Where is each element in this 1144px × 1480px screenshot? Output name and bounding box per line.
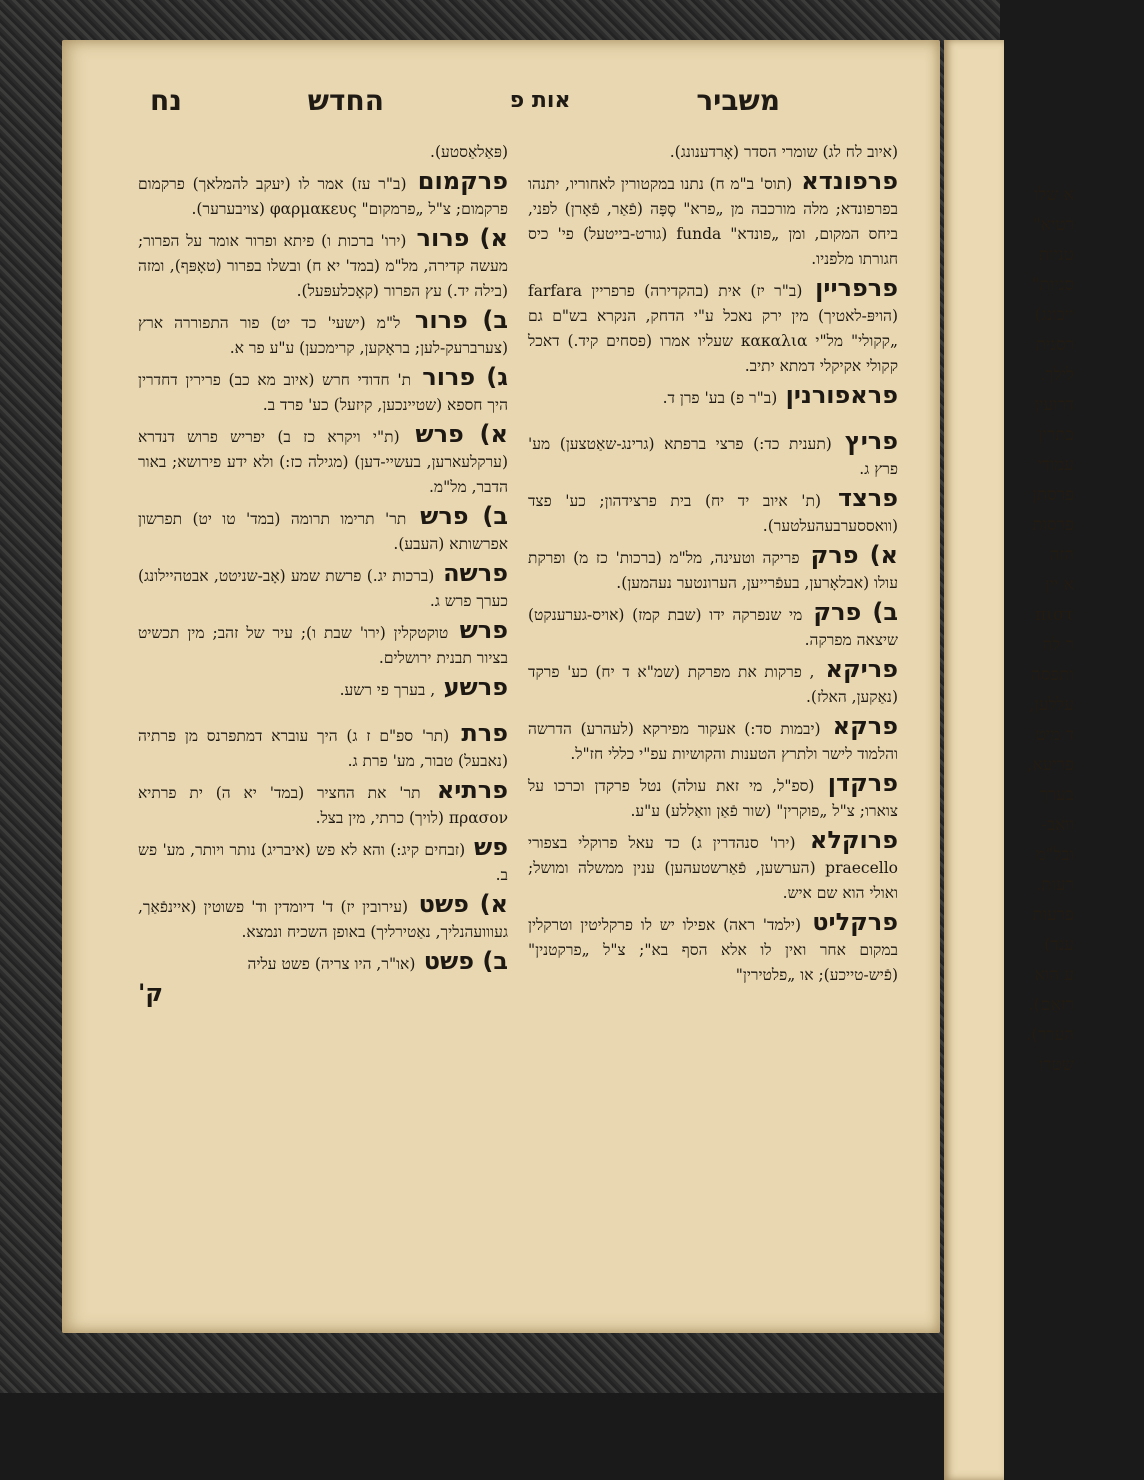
dictionary-entry: [528, 429, 898, 482]
dictionary-entry: [528, 383, 898, 411]
entry-text: (ת"י ויקרא כז ב) יפריש פרוש דנדרא (ערקלעארען, בעשיי-דען) (מגילה כז:) ולא ידע פירושא; באור הדבר, מל"מ.: [138, 428, 508, 496]
next-page-fragment: ותפסה: [1030, 665, 1074, 685]
next-page-fragment: בערך: [1039, 785, 1074, 805]
headword: א) פרש: [399, 420, 508, 448]
entry-text: (ב"ר עז) אמר לו (יעקב להמלאך) פרקמום פרקמום; צ"ל „פרמקום" φαρμακευς (צויבערער).: [138, 175, 508, 218]
dictionary-entry: [138, 949, 508, 977]
left-column: [138, 140, 508, 1006]
entry-text: (ב"ר יז) אית (בהקדירה) פרפריין farfara (הויפּ-לאטיך) מין ירק נאכל ע"י הדחק, הנקרא בש"ם גם „קקולי" מל"י κακαλια שעליו אמרו (פסחים קיד.) דאכל קקולי אקיקלי דמתא יתיב.: [528, 282, 898, 375]
headword: פריץ: [831, 427, 898, 455]
dictionary-entry: [138, 835, 508, 888]
dictionary-entry: [528, 657, 898, 710]
dictionary-entry: [138, 308, 508, 361]
entry-text: מי שנפרקה ידו (שבת קמז) (אויס-גערענקט) שיצאה מפרקה.: [528, 606, 898, 649]
page-header: [150, 80, 780, 120]
dictionary-entry: [138, 618, 508, 671]
next-page-fragment: טניות: [1039, 245, 1074, 265]
dictionary-entry: [138, 365, 508, 418]
entry-text: (ת' איוב יד יח) בית פרצידהון; כע' פצד (וואססערבעהעלטער).: [528, 492, 898, 535]
dictionary-entry: [138, 892, 508, 945]
entry-text: (ספ"ל, מי זאת עולה) נטל פרקדן וכרכו על צוארו; צ"ל „פוקרין" (שור פֿאַן וואַללע) ע"ע.: [528, 777, 898, 820]
headword: א) פרור: [406, 224, 508, 252]
dictionary-entry: [528, 714, 898, 767]
dictionary-entry: [138, 778, 508, 831]
next-page-fragment: פרסות: [1032, 515, 1074, 535]
headword: פרש: [448, 616, 508, 644]
headword: א) פשט: [408, 890, 509, 918]
dictionary-entry: [138, 140, 508, 165]
entry-text: (פּאַלאַסטע).: [430, 143, 508, 161]
next-page-fragment: ר לה: [1042, 635, 1074, 655]
next-page-fragment: כתרין: [1038, 425, 1074, 445]
next-page-edge: [944, 40, 1074, 1480]
dictionary-entry: [528, 771, 898, 824]
next-page-fragment: שטרו: [1038, 1055, 1074, 1075]
headword: פריקא: [814, 655, 898, 683]
next-page-fragment: רזאַם).: [1028, 995, 1074, 1015]
dictionary-entry: [528, 276, 898, 379]
next-page-fragment: א שלו: [1034, 185, 1074, 205]
entry-text: (ב"ר פ) בע' פרן ד.: [662, 389, 778, 407]
entry-text: תר' את החציר (במד' יא ה) ית פרתיא πρασον (לויך) כרתי, מין בצל.: [138, 784, 508, 827]
dictionary-entry: [138, 561, 508, 614]
headword: פרקדן: [814, 769, 899, 797]
headword: פש: [465, 833, 508, 861]
dictionary-entry: [138, 721, 508, 774]
headword: פרקמום: [406, 167, 509, 195]
entry-text: (תוס' ב"מ ח) נתנו במקטורין לאחוריו, יתנהו בפרפונדא; מלה מורכבה מן „פרא" סֶפָּה (פֿאַר, פֿאָרן) לפני, ביחס המקום, ומן „פונדא" funda (גורט-בייטעל) פי' כיס חגורתו מלפניו.: [528, 175, 899, 268]
next-page-fragment: רסנית: [1035, 335, 1074, 355]
headword: ב) פשט: [415, 947, 508, 975]
dictionary-entry: [138, 675, 508, 703]
next-page-fragment: ד מיט: [1035, 725, 1074, 745]
entry-text: , בערך פי רשע.: [339, 681, 436, 699]
next-page-fragment: לילך.: [1039, 365, 1074, 385]
next-page-fragment: עללען,: [1029, 695, 1074, 715]
next-page-fragment: הערד).: [1026, 1025, 1074, 1045]
next-page-fragment: ובל"מ: [1035, 845, 1074, 865]
catchword: ק': [138, 979, 164, 1007]
dictionary-entry: [528, 828, 898, 906]
next-page-fragment: πιστ: [1035, 605, 1074, 625]
headword: פרתיא: [420, 776, 508, 804]
next-page-fragment: א יין: [1045, 575, 1074, 595]
entry-text: ת' חדודי חרש (איוב מא כב) פרירין דחדרין היך חספא (שטיינכען, קיזעל) כע' פרד ב.: [138, 371, 508, 414]
running-head-left-1: החדש: [307, 83, 384, 117]
entry-text: פריקה וטעינה, מל"מ (ברכות' כז מ) ופרקת עולו (אבלאָרען, בעפֿרייען, הערונטער נעהמען).: [528, 549, 898, 592]
dictionary-entry: [528, 486, 898, 539]
headword: ב) פרור: [400, 306, 508, 334]
entry-text: (עירובין יז) ד' דיומדין וד' פשוטין (איינפֿאַך, געווועהנליך, נאַטירליך) באופן השכיח ונמצא.: [138, 898, 508, 941]
next-page-fragment: סניות": [1031, 275, 1074, 295]
next-page-fragment: הזה: [1049, 545, 1074, 565]
headword: פרצד: [821, 484, 898, 512]
next-page-fragment: פריעא,: [1027, 755, 1074, 775]
headword: פרוקלא: [795, 826, 898, 854]
entry-text: (ירו' סנהדרין ג) כד עאל פרוקלי בצפורי praecello (הערשען, פֿאַרשטעהען) ענין ממשלה ומושל; ואולי הוא שם איש.: [528, 834, 898, 902]
next-page-fragment: רטיא": [1032, 215, 1074, 235]
next-page-fragment: עמודי: [1037, 455, 1074, 475]
entry-text: (יבמות סד:) אעקור מפירקא (לעהרע) הדרשה והלמוד לישר ולתרץ הטענות והקושיות עפ"י כללי חז"ל.: [528, 720, 898, 763]
entry-text: , פרקות את מפרקת (שמ"א ד יח) כע' פרקד (נאַקען, האלז).: [528, 663, 898, 706]
headword: ב) פרק: [802, 598, 898, 626]
headword: פרת: [449, 719, 508, 747]
headword: פרקליט: [801, 908, 898, 936]
entry-text: (תר' ספ"ם ז ג) היך עוברא דמתפרנס מן פרתיה (נאבעל) טבור, מע' פרת ג.: [138, 727, 508, 770]
entry-text: (ברכות יג.) פרשת שמע (אָב-שניטט, אבטהיילונג) כערך פרש ג.: [138, 567, 508, 610]
entry-text: (זבחים קיג:) והא לא פש (איבריג) נותר ויותר, מע' פש ב.: [138, 841, 508, 884]
entry-text: (ירו' ברכות ו) פיתא ופרור אומר על הפרור; מעשה קדירה, מל"מ (במד' יא ח) ובשלו בפרור (טאָפּף), ומזה (בילה יד.) עץ הפרור (קאָכלעפּעל).: [138, 232, 508, 300]
dictionary-entry: [138, 422, 508, 500]
next-page-fragment: רעות.: [1035, 875, 1074, 895]
headword: פרפונדא: [792, 167, 898, 195]
headword: ג) פרור: [411, 363, 508, 391]
dictionary-entry: [138, 226, 508, 304]
dictionary-entry: [528, 600, 898, 653]
entry-text: טוקטקלין (ירו' שבת ו); עיר של זהב; מין תכשיט בציור תבנית ירושלים.: [138, 624, 508, 667]
dictionary-entry: [528, 543, 898, 596]
next-page-fragment: פרעות: [1032, 905, 1074, 925]
next-page-fragment: פרסתן: [1032, 485, 1074, 505]
next-page-fragment: ענד): [1044, 935, 1074, 955]
entry-text: ל"מ (ישעי' כד יט) פור התפוררה ארץ (צערברעק-לען; בראָקען, קרימכען) ע"ע פר א.: [138, 314, 508, 357]
headword: פרשה: [434, 559, 508, 587]
next-page-fragment: ע הוא: [1034, 965, 1074, 985]
next-page-fragment: ייכונג): [1034, 305, 1074, 325]
entry-text: (או"ר, היו צריה) פשט עליה: [247, 955, 416, 973]
dictionary-entry: [138, 504, 508, 557]
dictionary-entry: [528, 910, 898, 988]
dictionary-entry: [528, 140, 898, 165]
headword: א) פרק: [799, 541, 899, 569]
headword: ב) פרש: [406, 502, 508, 530]
running-head-right: משביר: [696, 83, 780, 117]
next-page-fragment: וואַב-: [1041, 815, 1074, 835]
entry-text: (ילמד' ראה) אפילו יש לו פרקליטין וטרקלין במקום אחר ואין לו אלא הסף בא"; צ"ל „פרקטנין" (פֿיש-טייכע); או „פלטירין": [528, 916, 898, 984]
entry-text: (תענית כד:) פרצי ברפתא (גרינג-שאַטצען) מע' פרץ ג.: [528, 435, 898, 478]
page-number: נח: [150, 83, 182, 117]
headword: פראפורנין: [777, 381, 898, 409]
dictionary-entry: [138, 169, 508, 222]
right-column: [528, 140, 898, 992]
entry-text: תר' תרימו תרומה (במד' טו יט) תפרשון אפרשותא (העבע).: [138, 510, 508, 553]
headword: פרשע: [435, 673, 508, 701]
next-page-fragment: דרועין: [1034, 395, 1074, 415]
running-head-middle: אות פ: [509, 87, 571, 113]
headword: פרפריין: [802, 274, 898, 302]
entry-text: (איוב לח לג) שומרי הסדר (אָרדענונג).: [669, 143, 898, 161]
dictionary-entry: [528, 169, 898, 272]
headword: פרקא: [820, 712, 899, 740]
